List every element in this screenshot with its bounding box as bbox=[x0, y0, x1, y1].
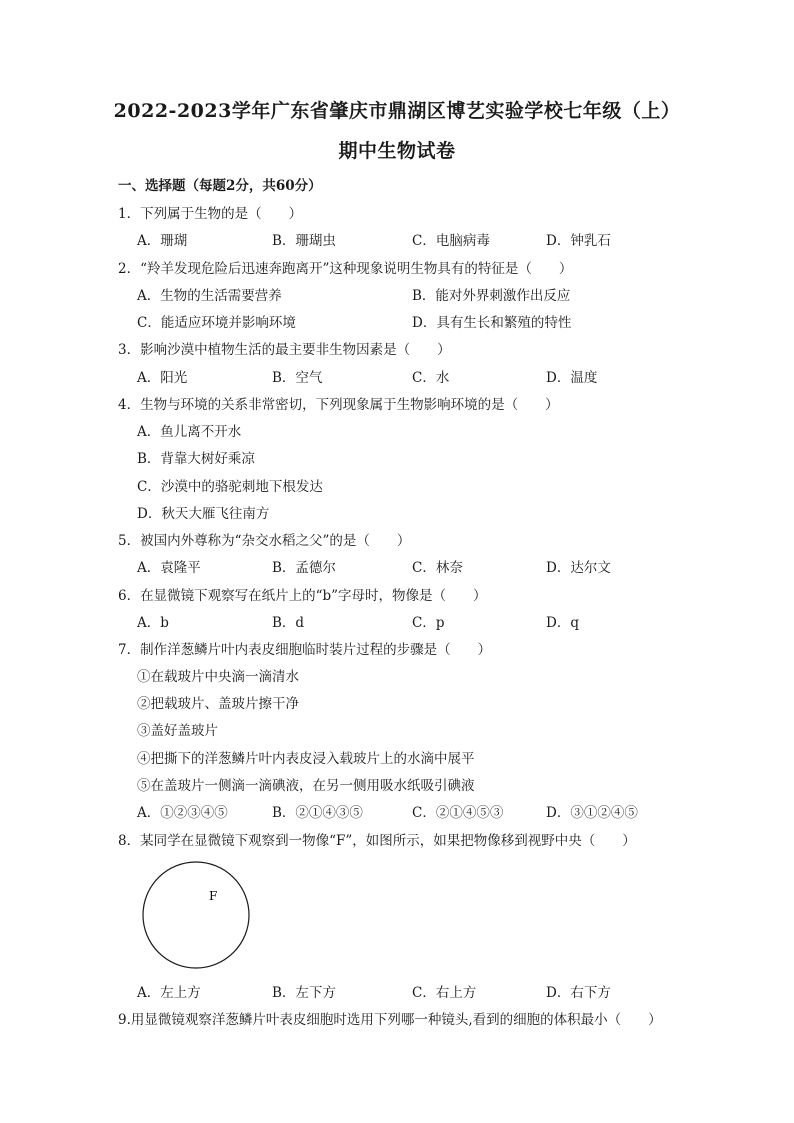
q4-option-b[interactable]: B．背靠大树好乘凉 bbox=[137, 451, 255, 467]
q5-option-a[interactable]: A．袁隆平 bbox=[137, 560, 201, 576]
page-title-line1: 2022-2023学年广东省肇庆市鼎湖区博艺实验学校七年级（上） bbox=[113, 100, 681, 122]
q6-option-a[interactable]: A．b bbox=[137, 615, 169, 631]
question-9-stem: 9.用显微镜观察洋葱鳞片叶表皮细胞时选用下列哪一种镜头,看到的细胞的体积最小（ ） bbox=[118, 1012, 662, 1028]
q4-option-d[interactable]: D．秋天大雁飞往南方 bbox=[137, 506, 270, 522]
q8-option-a[interactable]: A．左上方 bbox=[137, 985, 201, 1001]
q6-option-b[interactable]: B．d bbox=[272, 615, 305, 631]
q3-option-a[interactable]: A．阳光 bbox=[137, 370, 188, 386]
q2-option-b[interactable]: B．能对外界刺激作出反应 bbox=[412, 288, 571, 304]
q1-option-b[interactable]: B．珊瑚虫 bbox=[272, 233, 336, 249]
q5-option-d[interactable]: D．达尔文 bbox=[546, 560, 611, 576]
q1-option-a[interactable]: A．珊瑚 bbox=[137, 233, 188, 249]
q8-option-d[interactable]: D．右下方 bbox=[546, 985, 611, 1001]
question-7-stem: 7．制作洋葱鳞片叶内表皮细胞临时装片过程的步骤是（ ） bbox=[118, 642, 492, 658]
question-4-stem: 4．生物与环境的关系非常密切，下列现象属于生物影响环境的是（ ） bbox=[118, 397, 559, 413]
q5-option-c[interactable]: C．林奈 bbox=[412, 560, 463, 576]
q3-option-c[interactable]: C．水 bbox=[412, 370, 450, 386]
q4-option-c[interactable]: C．沙漠中的骆驼刺地下根发达 bbox=[137, 479, 323, 495]
q7-option-b[interactable]: B．②①④③⑤ bbox=[272, 805, 363, 821]
question-5-stem: 5．被国内外尊称为“杂交水稻之父”的是（ ） bbox=[118, 533, 411, 549]
field-of-view-circle bbox=[143, 862, 249, 968]
question-1-stem: 1．下列属于生物的是（ ） bbox=[118, 206, 303, 222]
q7-step-5: ⑤在盖玻片一侧滴一滴碘液，在另一侧用吸水纸吸引碘液 bbox=[137, 778, 475, 794]
q6-option-c[interactable]: C．p bbox=[412, 615, 445, 631]
q1-option-d[interactable]: D．钟乳石 bbox=[546, 233, 611, 249]
q2-option-c[interactable]: C．能适应环境并影响环境 bbox=[137, 315, 296, 331]
q2-option-d[interactable]: D．具有生长和繁殖的特性 bbox=[412, 315, 572, 331]
page-title-line2: 期中生物试卷 bbox=[338, 140, 456, 162]
question-3-stem: 3．影响沙漠中植物生活的最主要非生物因素是（ ） bbox=[118, 342, 451, 358]
q7-option-a[interactable]: A．①②③④⑤ bbox=[137, 805, 228, 821]
q4-option-a[interactable]: A．鱼儿离不开水 bbox=[137, 424, 242, 440]
figure-letter-f: F bbox=[209, 889, 218, 903]
question-8-stem: 8．某同学在显微镜下观察到一物像“F”，如图所示，如果把物像移到视野中央（ ） bbox=[118, 833, 636, 849]
q3-option-d[interactable]: D．温度 bbox=[546, 370, 598, 386]
q2-option-a[interactable]: A．生物的生活需要营养 bbox=[137, 288, 282, 304]
question-2-stem: 2．“羚羊发现危险后迅速奔跑离开”这种现象说明生物具有的特征是（ ） bbox=[118, 261, 573, 277]
question-6-stem: 6．在显微镜下观察写在纸片上的“b”字母时，物像是（ ） bbox=[118, 588, 487, 604]
q1-option-c[interactable]: C．电脑病毒 bbox=[412, 233, 490, 249]
q8-option-c[interactable]: C．右上方 bbox=[412, 985, 477, 1001]
q8-option-b[interactable]: B．左下方 bbox=[272, 985, 336, 1001]
section-heading: 一、选择题（每题2分，共60分） bbox=[118, 178, 322, 194]
q7-step-3: ③盖好盖玻片 bbox=[137, 723, 218, 739]
microscope-field-figure bbox=[138, 860, 258, 970]
q7-step-4: ④把撕下的洋葱鳞片叶内表皮浸入载玻片上的水滴中展平 bbox=[137, 751, 475, 767]
q7-step-1: ①在载玻片中央滴一滴清水 bbox=[137, 669, 299, 685]
q3-option-b[interactable]: B．空气 bbox=[272, 370, 323, 386]
q5-option-b[interactable]: B．孟德尔 bbox=[272, 560, 336, 576]
q7-option-c[interactable]: C．②①④⑤③ bbox=[412, 805, 504, 821]
q7-step-2: ②把载玻片、盖玻片擦干净 bbox=[137, 696, 299, 712]
q6-option-d[interactable]: D．q bbox=[546, 615, 579, 631]
q7-option-d[interactable]: D．③①②④⑤ bbox=[546, 805, 638, 821]
